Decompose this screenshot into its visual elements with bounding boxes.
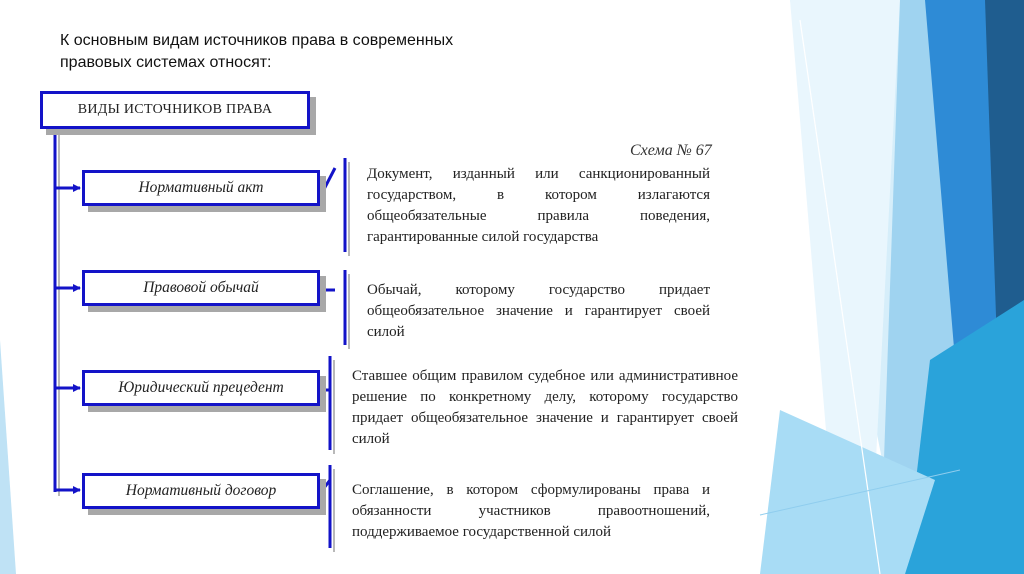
- source-description-normative-act: Документ, изданный или санкционированный государством, в котором излагаются общеобязательные правила поведения, гарантированные силой государства: [367, 166, 710, 245]
- diagram-header: [40, 91, 310, 129]
- slide-title-line: правовых системах относят:: [60, 54, 272, 71]
- diagram-header-label: ВИДЫ ИСТОЧНИКОВ ПРАВА: [77, 102, 273, 117]
- source-box-label: Нормативный акт: [138, 179, 264, 196]
- source-box-label: Правовой обычай: [143, 279, 259, 296]
- source-box-legal-custom: [82, 270, 320, 306]
- source-description-judicial-precedent: Ставшее общим правилом судебное или административное решение по конкретному делу, которому государство придает общеобязательное значение и гарантирует своей силой: [352, 368, 738, 447]
- bracket-1: [321, 168, 335, 195]
- source-description-normative-agreement: Соглашение, в котором сформулированы права и обязанности участников правоотношений, поддерживаемое государственной силой: [352, 482, 710, 540]
- source-box-normative-act: [82, 170, 320, 206]
- source-box-normative-agreement: [82, 473, 320, 509]
- source-box-judicial-precedent: [82, 370, 320, 406]
- source-box-label: Нормативный договор: [125, 482, 277, 499]
- source-description-legal-custom: Обычай, которому государство придает общеобязательное значение и гарантирует своей силой: [367, 282, 710, 340]
- slide-title-line: К основным видам источников права в современных: [60, 32, 454, 49]
- scheme-label: Схема № 67: [630, 142, 712, 159]
- source-box-label: Юридический прецедент: [118, 379, 284, 396]
